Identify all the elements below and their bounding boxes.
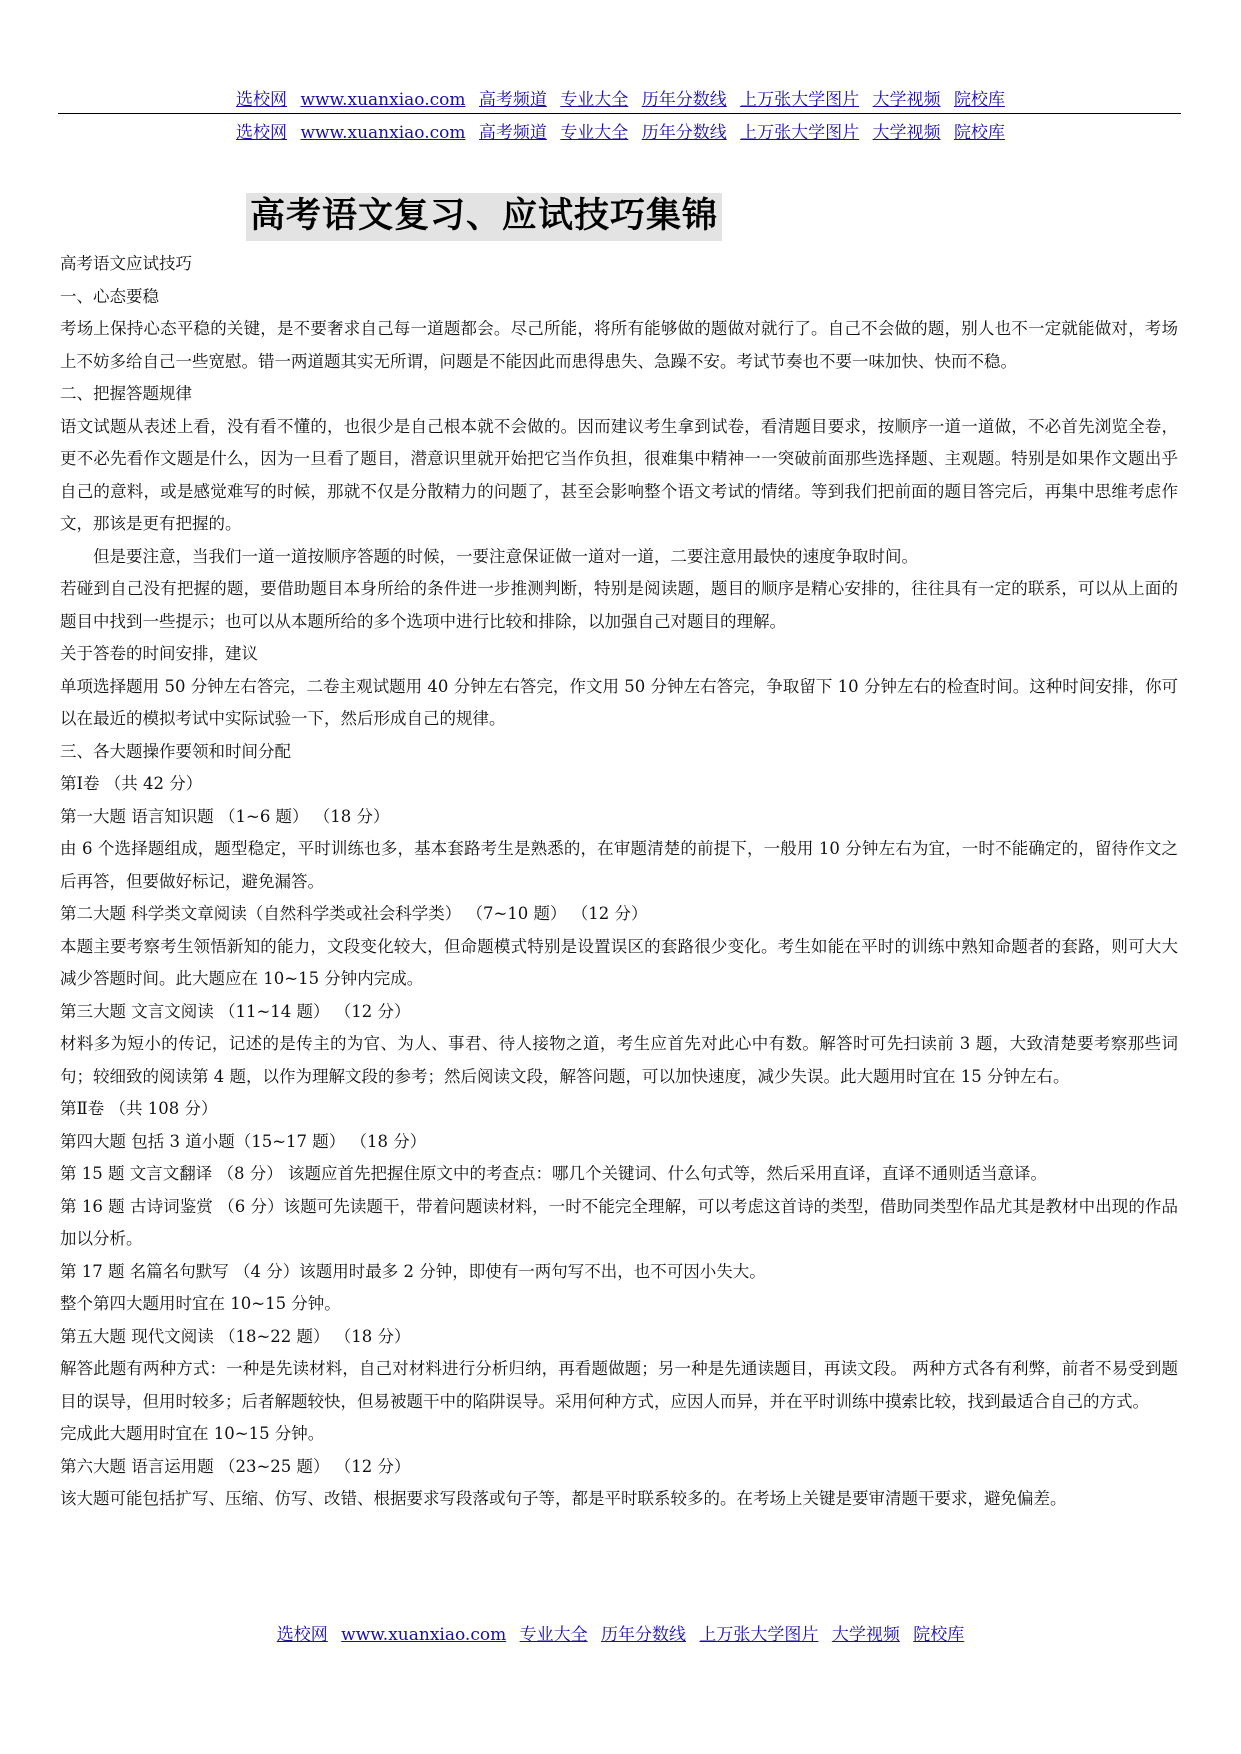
section-heading: 高考语文应试技巧	[60, 254, 192, 273]
header-link-scores[interactable]: 历年分数线	[641, 90, 727, 110]
header-link-colleges[interactable]: 院校库	[953, 90, 1005, 110]
section-heading: 关于答卷的时间安排，建议	[60, 644, 258, 663]
header-link-bar-repeat	[0, 122, 1241, 144]
footer-link-colleges[interactable]: 院校库	[913, 1625, 965, 1645]
header-link-site-url[interactable]: www.xuanxiao.com	[300, 90, 466, 110]
footer-link-videos[interactable]: 大学视频	[831, 1625, 900, 1645]
header-link-xuanxiao[interactable]: 选校网	[236, 90, 288, 110]
header-link-photos[interactable]: 上万张大学图片	[740, 123, 860, 143]
body-paragraph: 由 6 个选择题组成，题型稳定，平时训练也多，基本套路考生是熟悉的，在审题清楚的前提下，一般用 10 分钟左右为宜，一时不能确定的，留待作文之后再答，但要做好标记，避免漏答。	[60, 839, 1178, 891]
question-heading: 第四大题 包括 3 道小题（15~17 题） （18 分）	[60, 1131, 427, 1151]
body-paragraph: 材料多为短小的传记，记述的是传主的为官、为人、事君、待人接物之道，考生应首先对此心中有数。解答时可先扫读前 3 题，大致清楚要考察那些词句；较细致的阅读第 4 题，以作为理解文段的参考；然后阅读文段，解答问题，可以加快速度，减少失误。此大题用时宜在 15 分钟左右。	[60, 1034, 1178, 1086]
footer-link-photos[interactable]: 上万张大学图片	[699, 1625, 819, 1645]
body-paragraph: 单项选择题用 50 分钟左右答完，二卷主观试题用 40 分钟左右答完，作文用 50 分钟左右答完，争取留下 10 分钟左右的检查时间。这种时间安排，你可以在最近的模拟考试中实际试验一下，然后形成自己的规律。	[60, 676, 1178, 728]
header-link-site-url[interactable]: www.xuanxiao.com	[300, 123, 466, 143]
document-title: 高考语文复习、应试技巧集锦	[250, 196, 719, 236]
footer-link-site-url[interactable]: www.xuanxiao.com	[341, 1625, 507, 1645]
header-link-scores[interactable]: 历年分数线	[641, 123, 727, 143]
header-link-gaokao[interactable]: 高考频道	[478, 123, 547, 143]
footer-link-scores[interactable]: 历年分数线	[601, 1625, 687, 1645]
body-paragraph: 第 17 题 名篇名句默写 （4 分）该题用时最多 2 分钟，即使有一两句写不出，也不可因小失大。	[60, 1261, 766, 1281]
volume-heading: 第Ⅰ卷 （共 42 分）	[60, 774, 203, 793]
body-paragraph: 若碰到自己没有把握的题，要借助题目本身所给的条件进一步推测判断，特别是阅读题，题目的顺序是精心安排的，往往具有一定的联系，可以从上面的题目中找到一些提示；也可以从本题所给的多个选项中进行比较和排除，以加强自己对题目的理解。	[60, 579, 1178, 631]
header-link-gaokao[interactable]: 高考频道	[478, 90, 547, 110]
title-block	[246, 193, 722, 241]
section-heading: 二、把握答题规律	[60, 384, 192, 403]
header-link-xuanxiao[interactable]: 选校网	[236, 123, 288, 143]
header-link-videos[interactable]: 大学视频	[872, 123, 941, 143]
volume-heading: 第Ⅱ卷 （共 108 分）	[60, 1099, 218, 1118]
body-paragraph: 语文试题从表述上看，没有看不懂的，也很少是自己根本就不会做的。因而建议考生拿到试卷，看清题目要求，按顺序一道一道做，不必首先浏览全卷，更不必先看作文题是什么，因为一旦看了题目，潜意识里就开始把它当作负担，很难集中精神一一突破前面那些选择题、主观题。特别是如果作文题出乎自己的意料，或是感觉难写的时候，那就不仅是分散精力的问题了，甚至会影响整个语文考试的情绪。等到我们把前面的题目答完后，再集中思维考虑作文，那该是更有把握的。	[60, 416, 1178, 533]
body-paragraph: 该大题可能包括扩写、压缩、仿写、改错、根据要求写段落或句子等，都是平时联系较多的。在考场上关键是要审清题干要求，避免偏差。	[60, 1489, 1067, 1508]
header-link-photos[interactable]: 上万张大学图片	[740, 90, 860, 110]
header-link-colleges[interactable]: 院校库	[953, 123, 1005, 143]
body-paragraph: 但是要注意，当我们一道一道按顺序答题的时候，一要注意保证做一道对一道，二要注意用最快的速度争取时间。	[93, 546, 918, 566]
body-paragraph: 解答此题有两种方式：一种是先读材料，自己对材料进行分析归纳，再看题做题；另一种是先通读题目，再读文段。 两种方式各有利弊，前者不易受到题目的误导，但用时较多；后者解题较快，但易被题干中的陷阱误导。采用何种方式，应因人而异，并在平时训练中摸索比较，找到最适合自己的方式。	[60, 1359, 1178, 1411]
body-paragraph: 整个第四大题用时宜在 10~15 分钟。	[60, 1294, 341, 1313]
question-heading: 第三大题 文言文阅读 （11~14 题） （12 分）	[60, 1001, 411, 1021]
footer-link-bar	[0, 1624, 1241, 1646]
section-heading: 三、各大题操作要领和时间分配	[60, 741, 291, 761]
header-divider	[58, 113, 1181, 114]
footer-link-xuanxiao[interactable]: 选校网	[276, 1625, 328, 1645]
question-heading: 第一大题 语言知识题 （1~6 题） （18 分）	[60, 806, 390, 826]
question-heading: 第二大题 科学类文章阅读（自然科学类或社会科学类） （7~10 题） （12 分）	[60, 904, 648, 923]
question-heading: 第五大题 现代文阅读 （18~22 题） （18 分）	[60, 1326, 411, 1346]
body-paragraph: 完成此大题用时宜在 10~15 分钟。	[60, 1424, 325, 1443]
header-link-videos[interactable]: 大学视频	[872, 90, 941, 110]
body-paragraph: 本题主要考察考生领悟新知的能力，文段变化较大，但命题模式特别是设置误区的套路很少变化。考生如能在平时的训练中熟知命题者的套路，则可大大减少答题时间。此大题应在 10~15 分钟内完成。	[60, 936, 1178, 988]
body-paragraph: 第 15 题 文言文翻译 （8 分） 该题应首先把握住原文中的考查点：哪几个关键词、什么句式等，然后采用直译，直译不通则适当意译。	[60, 1164, 1047, 1183]
header-link-bar	[0, 89, 1241, 111]
header-link-majors[interactable]: 专业大全	[560, 123, 629, 143]
footer-link-majors[interactable]: 专业大全	[519, 1625, 588, 1645]
body-paragraph: 考场上保持心态平稳的关键，是不要奢求自己每一道题都会。尽己所能，将所有能够做的题做对就行了。自己不会做的题，别人也不一定就能做对，考场上不妨多给自己一些宽慰。错一两道题其实无所谓，问题是不能因此而患得患失、急躁不安。考试节奏也不要一味加快、快而不稳。	[60, 319, 1178, 371]
question-heading: 第六大题 语言运用题 （23~25 题） （12 分）	[60, 1456, 411, 1476]
header-link-majors[interactable]: 专业大全	[560, 90, 629, 110]
document-body	[60, 248, 1178, 1516]
body-paragraph: 第 16 题 古诗词鉴赏 （6 分）该题可先读题干，带着问题读材料，一时不能完全理解，可以考虑这首诗的类型，借助同类型作品尤其是教材中出现的作品加以分析。	[60, 1196, 1178, 1248]
section-heading: 一、心态要稳	[60, 286, 159, 306]
